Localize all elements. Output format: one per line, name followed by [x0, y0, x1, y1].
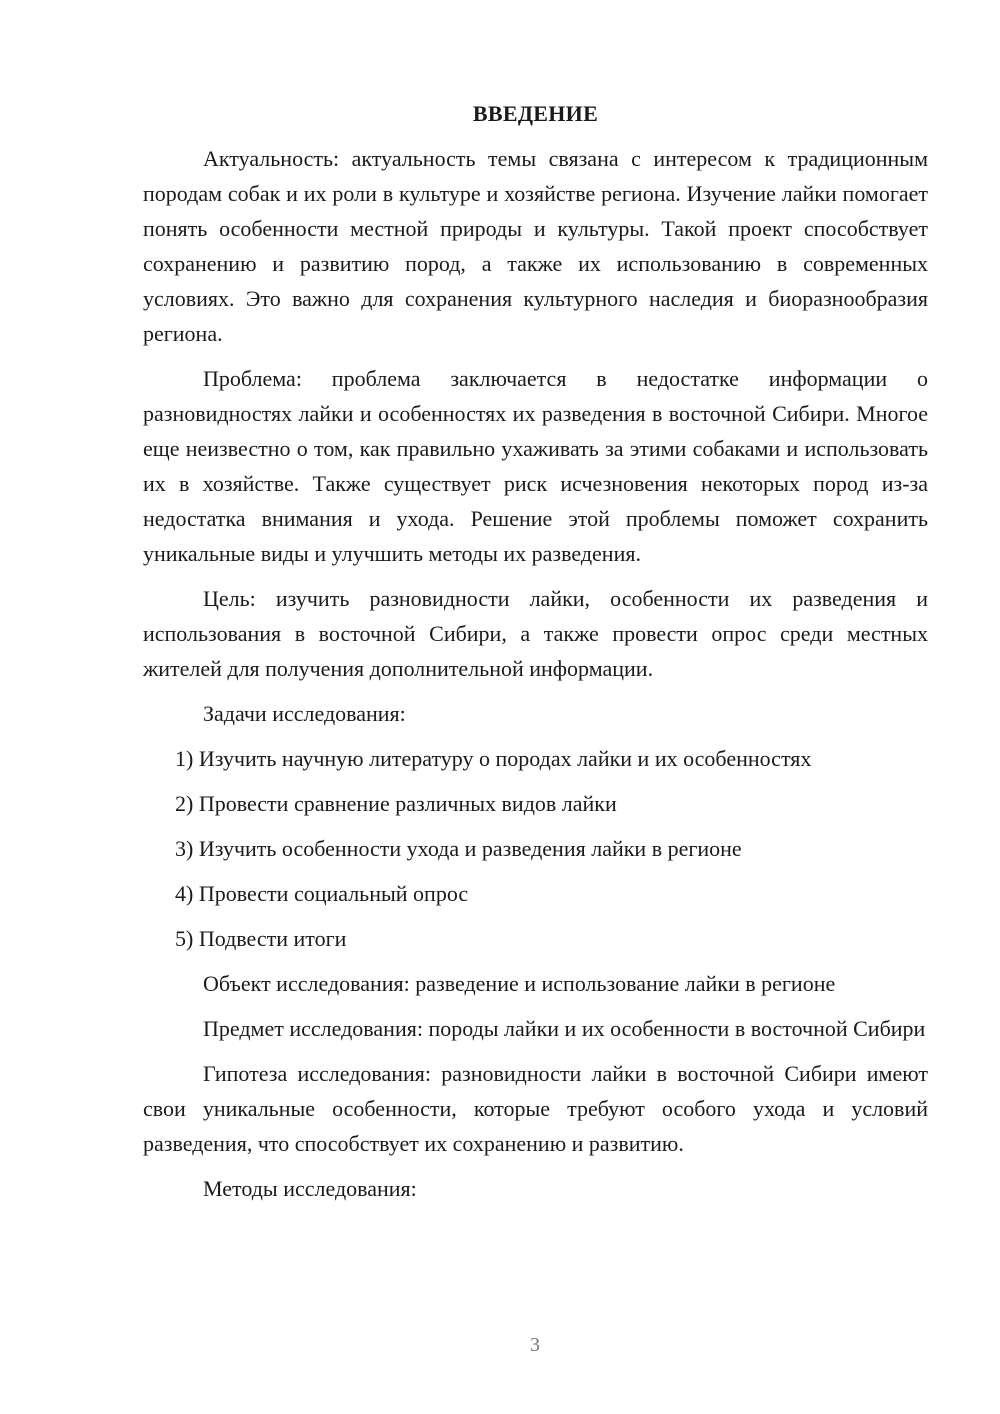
tasks-title: Задачи исследования:: [203, 701, 406, 726]
page-number: 3: [530, 1334, 540, 1356]
list-item: 3) Изучить особенности ухода и разведения лайки в регионе: [175, 836, 742, 861]
list-item: 1) Изучить научную литературу о породах лайки и их особенностях: [175, 746, 812, 771]
list-item: 4) Провести социальный опрос: [175, 881, 469, 906]
paragraph-subject: Предмет исследования: породы лайки и их особенности в восточной Сибири: [203, 1016, 926, 1041]
methods-title: Методы исследования:: [203, 1176, 417, 1201]
list-item: 2) Провести сравнение различных видов лайки: [175, 791, 617, 816]
paragraph-problem: Проблема: проблема заключается в недостатке информации о разновидностях лайки и особенностях их разведения в восточной Сибири. Многое еще неизвестно о том, как правильно ухаживать за этими собаками и использовать их в хозяйстве. Также существует риск исчезновения некоторых пород из-за недостатка внимания и ухода. Решение этой проблемы поможет сохранить уникальные виды и улучшить методы их разведения.: [143, 366, 928, 566]
paragraph-goal: Цель: изучить разновидности лайки, особенности их разведения и использования в восточной Сибири, а также провести опрос среди местных жителей для получения дополнительной информации.: [143, 586, 928, 681]
paragraph-relevance: Актуальность: актуальность темы связана с интересом к традиционным породам собак и их роли в культуре и хозяйстве региона. Изучение лайки помогает понять особенности местной природы и культуры. Такой проект способствует сохранению и развитию пород, а также их использованию в современных условиях. Это важно для сохранения культурного наследия и биоразнообразия региона.: [143, 146, 928, 346]
paragraph-object: Объект исследования: разведение и использование лайки в регионе: [203, 971, 836, 996]
section-heading: ВВЕДЕНИЕ: [472, 101, 599, 126]
document-page: [143, 96, 928, 1216]
tasks-list: [143, 741, 928, 956]
paragraph-hypothesis: Гипотеза исследования: разновидности лайки в восточной Сибири имеют свои уникальные особенности, которые требуют особого ухода и условий разведения, что способствует их сохранению и развитию.: [143, 1061, 928, 1156]
list-item: 5) Подвести итоги: [175, 926, 347, 951]
